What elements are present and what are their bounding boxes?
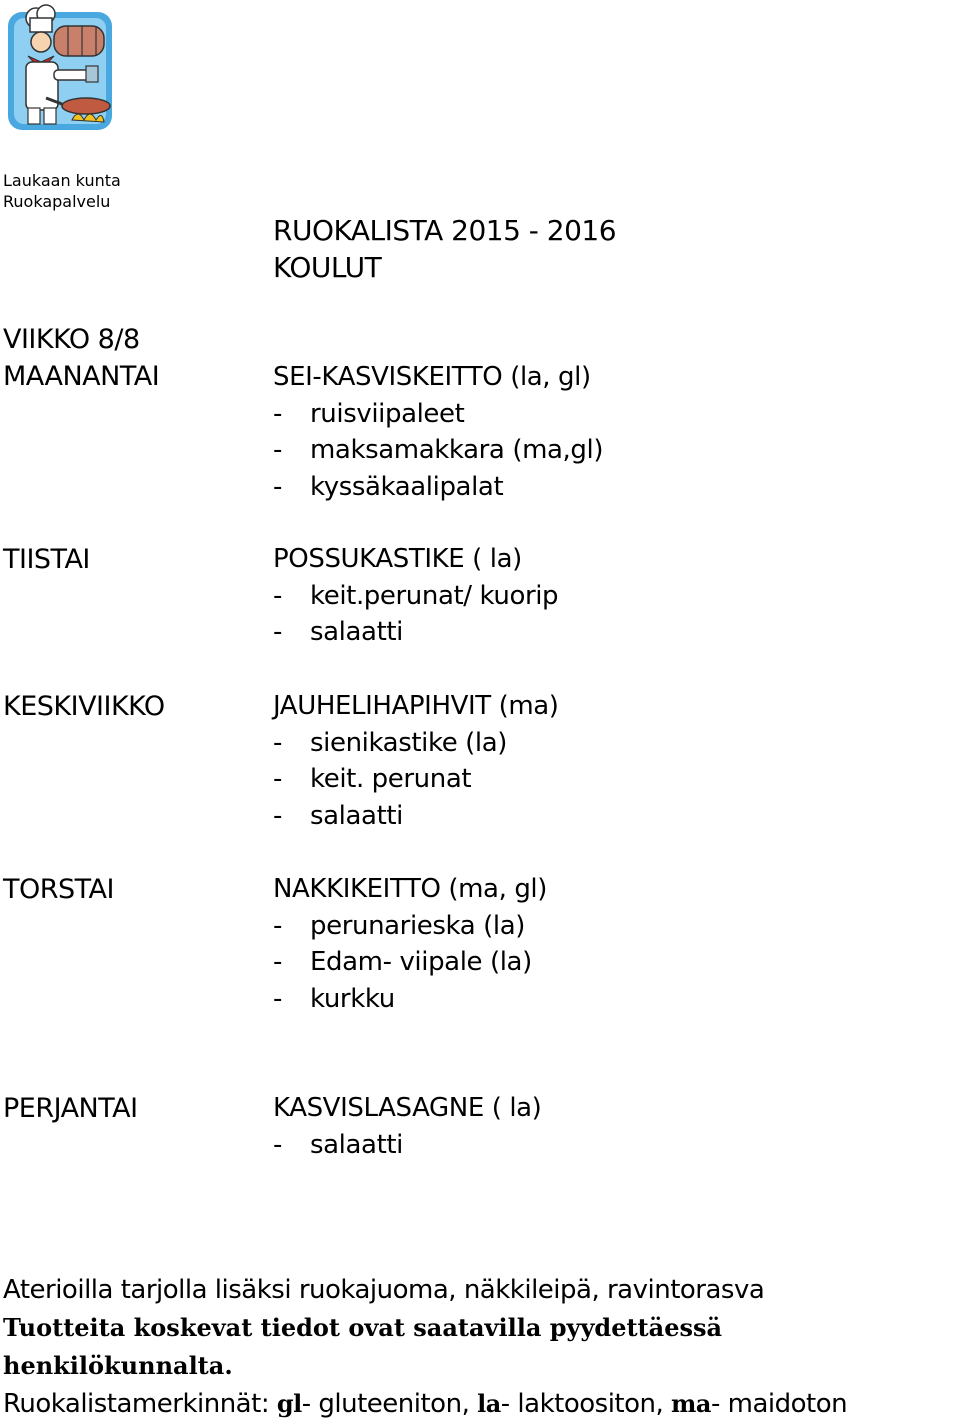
legend-code: gl [276,1389,302,1418]
allergen-info-note: Tuotteita koskevat tiedot ovat saatavilla pyydettäessä henkilökunnalta. [3,1313,723,1380]
legend-label: Ruokalistamerkinnät: [3,1389,277,1419]
legend-text: - maidoton [710,1389,848,1419]
page-title [273,212,616,286]
title-line: RUOKALISTA 2015 - 2016 [273,214,617,247]
main-dish: SEI-KASVISKEITTO (la, gl) [273,362,591,392]
diet-legend [3,1385,958,1423]
side-dish: - salaatti [273,617,403,648]
menu-tuesday [273,541,558,651]
footer-note: Aterioilla tarjolla lisäksi ruokajuoma, näkkileipä, ravintorasva [3,1275,765,1305]
side-dish: - maksamakkara (ma,gl) [273,435,604,466]
title-subline: KOULUT [273,251,382,284]
main-dish: POSSUKASTIKE ( la) [273,544,522,574]
day-name-friday: PERJANTAI [3,1093,138,1124]
organization [3,170,121,212]
legend-text: - gluteeniton, [301,1389,478,1419]
main-dish: KASVISLASAGNE ( la) [273,1093,542,1123]
side-dish: - sienikastike (la) [273,727,507,758]
menu-monday [273,359,603,505]
side-dish: - salaatti [273,1129,403,1160]
side-dish: - kurkku [273,983,395,1014]
side-dish: - keit. perunat [273,764,472,795]
menu-wednesday [273,688,559,834]
day-name-monday: MAANANTAI [3,361,160,392]
day-name-wednesday: KESKIVIIKKO [3,691,165,722]
side-dish: - Edam- viipale (la) [273,947,532,978]
legend-text: - laktoositon, [500,1389,672,1419]
day-name-thursday: TORSTAI [3,874,114,905]
side-dish: - perunarieska (la) [273,910,525,941]
org-name: Laukaan kunta [3,171,121,190]
menu-friday [273,1090,541,1163]
footer-notes [3,1271,958,1423]
day-name-tuesday: TIISTAI [3,544,90,575]
legend-code: la [477,1389,501,1418]
org-department: Ruokapalvelu [3,192,111,211]
chef-cooking-icon [6,4,116,134]
main-dish: JAUHELIHAPIHVIT (ma) [273,691,559,721]
side-dish: - ruisviipaleet [273,398,465,429]
week-label: VIIKKO 8/8 [3,324,140,355]
menu-thursday [273,871,547,1017]
main-dish: NAKKIKEITTO (ma, gl) [273,874,547,904]
legend-code: ma [671,1389,711,1418]
side-dish: - salaatti [273,800,403,831]
side-dish: - kyssäkaalipalat [273,471,504,502]
side-dish: - keit.perunat/ kuorip [273,580,559,611]
